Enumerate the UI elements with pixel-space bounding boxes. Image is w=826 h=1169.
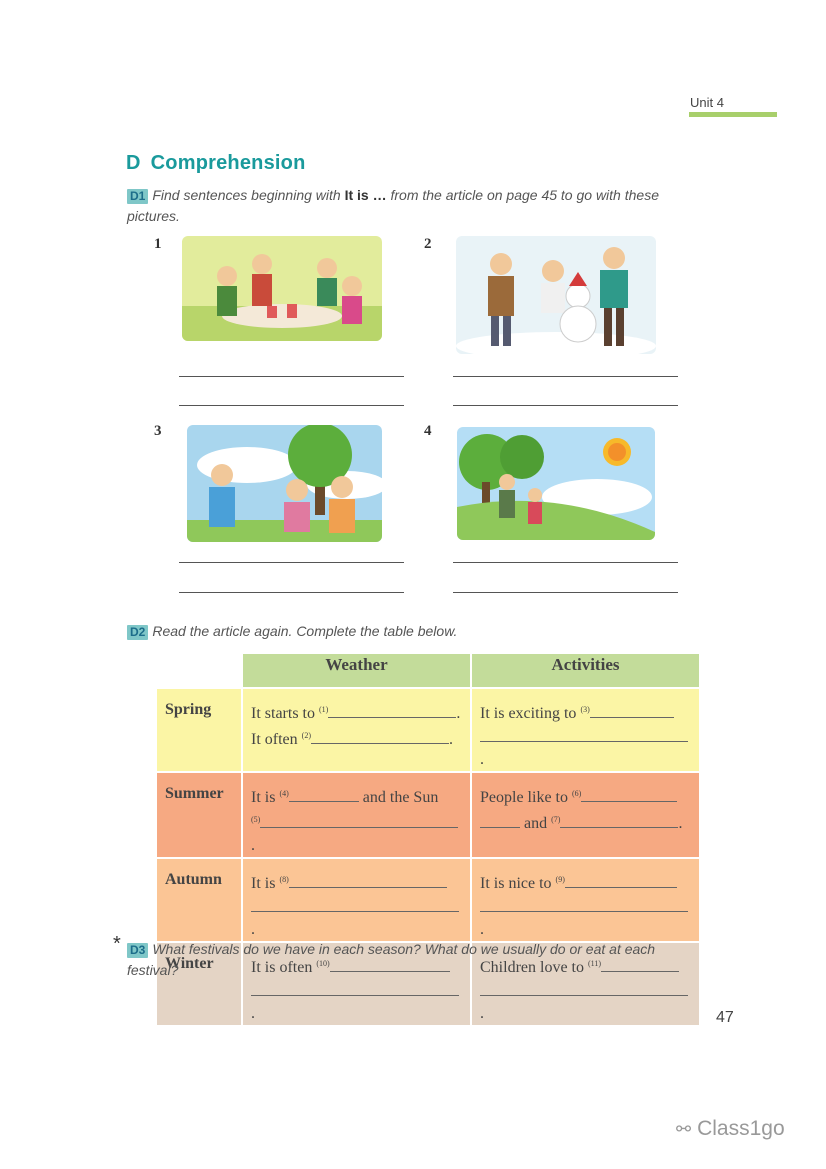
answer-line-1a[interactable] xyxy=(179,376,404,377)
blank[interactable] xyxy=(328,701,456,718)
answer-line-4a[interactable] xyxy=(453,562,678,563)
blank[interactable] xyxy=(260,811,458,828)
activities-cell: People like to $^{(6)}$ and $^{(7)}$ . xyxy=(471,772,700,858)
cell-text: It starts to xyxy=(251,705,315,722)
blank-number: (3) xyxy=(580,705,590,714)
d3-tag: D3 xyxy=(127,943,148,958)
cell-text: and xyxy=(524,815,548,832)
wechat-icon: ⚯ xyxy=(676,1119,692,1139)
blank[interactable] xyxy=(581,785,677,802)
season-label: Winter xyxy=(156,942,242,1026)
d3-instruction xyxy=(127,939,697,981)
blank[interactable] xyxy=(565,871,677,888)
section-title xyxy=(126,152,306,175)
answer-line-2a[interactable] xyxy=(453,376,678,377)
activities-cell: It is nice to $^{(9)}$ . xyxy=(471,858,700,942)
cell-text: People like to xyxy=(480,789,568,806)
blank[interactable] xyxy=(289,785,359,802)
blank-number: (10) xyxy=(316,959,330,968)
watermark-text: Class1go xyxy=(697,1117,785,1140)
blank-number: (2) xyxy=(301,731,311,740)
table-row-spring xyxy=(156,688,700,772)
d1-text-a: Find sentences beginning with xyxy=(152,187,345,203)
d1-text-b: from the article on page 45 to go with these pictures. xyxy=(127,187,659,224)
table-header-blank xyxy=(156,653,242,688)
blank-number: (8) xyxy=(279,875,289,884)
picture-hiking xyxy=(457,427,655,540)
answer-line-4b[interactable] xyxy=(453,592,678,593)
table-header-row xyxy=(156,653,700,688)
answer-line-1b[interactable] xyxy=(179,405,404,406)
picture-picnic xyxy=(182,236,382,341)
section-letter: D xyxy=(126,152,141,174)
blank[interactable] xyxy=(480,979,688,996)
weather-cell: It starts to $^{(1)}$ . It often $^{(2)}$ . xyxy=(242,688,471,772)
blank-number: (5) xyxy=(251,815,261,824)
d1-tag: D1 xyxy=(127,189,148,204)
activities-cell: It is exciting to $^{(3)}$ . xyxy=(471,688,700,772)
unit-bar xyxy=(689,112,777,117)
season-label: Summer xyxy=(156,772,242,858)
weather-cell: It is often $^{(10)}$ . xyxy=(242,942,471,1026)
watermark xyxy=(676,1117,785,1141)
d1-bold: It is … xyxy=(344,187,387,203)
picture-number-3: 3 xyxy=(154,423,162,439)
page-number: 47 xyxy=(716,1009,734,1026)
table-row-summer xyxy=(156,772,700,858)
cell-text: Children love to xyxy=(480,959,584,976)
blank[interactable] xyxy=(480,895,688,912)
d1-instruction xyxy=(127,185,697,227)
weather-cell: It is $^{(4)}$ and the Sun $^{(5)}$. xyxy=(242,772,471,858)
activities-cell: Children love to $^{(11)}$ . xyxy=(471,942,700,1026)
d3-text: What festivals do we have in each season? What do we usually do or eat at each festival? xyxy=(127,941,656,978)
blank[interactable] xyxy=(560,811,678,828)
blank[interactable] xyxy=(289,871,447,888)
cell-text: It is xyxy=(251,789,276,806)
d2-tag: D2 xyxy=(127,625,148,640)
unit-label: Unit 4 xyxy=(690,95,724,110)
cell-text: It is exciting to xyxy=(480,705,577,722)
picture-ice-cream xyxy=(187,425,382,542)
season-label: Autumn xyxy=(156,858,242,942)
cell-text: It often xyxy=(251,731,298,748)
cell-text: It is often xyxy=(251,959,313,976)
blank[interactable] xyxy=(251,895,459,912)
cell-text: It is xyxy=(251,875,276,892)
star-mark: * xyxy=(113,933,121,955)
answer-line-3b[interactable] xyxy=(179,592,404,593)
blank[interactable] xyxy=(480,811,520,828)
answer-line-3a[interactable] xyxy=(179,562,404,563)
picture-number-1: 1 xyxy=(154,236,162,252)
season-label: Spring xyxy=(156,688,242,772)
blank[interactable] xyxy=(480,725,688,742)
blank-number: (7) xyxy=(551,815,561,824)
section-title-text: Comprehension xyxy=(150,152,306,174)
blank-number: (9) xyxy=(555,875,565,884)
picture-number-2: 2 xyxy=(424,236,432,252)
table-header-weather: Weather xyxy=(242,653,471,688)
table-header-activities: Activities xyxy=(471,653,700,688)
cell-text: It is nice to xyxy=(480,875,552,892)
weather-cell: It is $^{(8)}$ . xyxy=(242,858,471,942)
answer-line-2b[interactable] xyxy=(453,405,678,406)
d2-instruction xyxy=(127,621,697,642)
blank[interactable] xyxy=(311,727,449,744)
picture-number-4: 4 xyxy=(424,423,432,439)
picture-snowman xyxy=(456,236,656,354)
blank-number: (1) xyxy=(319,705,329,714)
table-row-autumn xyxy=(156,858,700,942)
blank[interactable] xyxy=(251,979,459,996)
cell-text: and the Sun xyxy=(362,789,439,806)
blank-number: (11) xyxy=(587,959,602,968)
blank-number: (6) xyxy=(571,789,582,798)
d2-text: Read the article again. Complete the table below. xyxy=(152,623,458,639)
blank[interactable] xyxy=(590,701,674,718)
blank-number: (4) xyxy=(279,789,289,798)
